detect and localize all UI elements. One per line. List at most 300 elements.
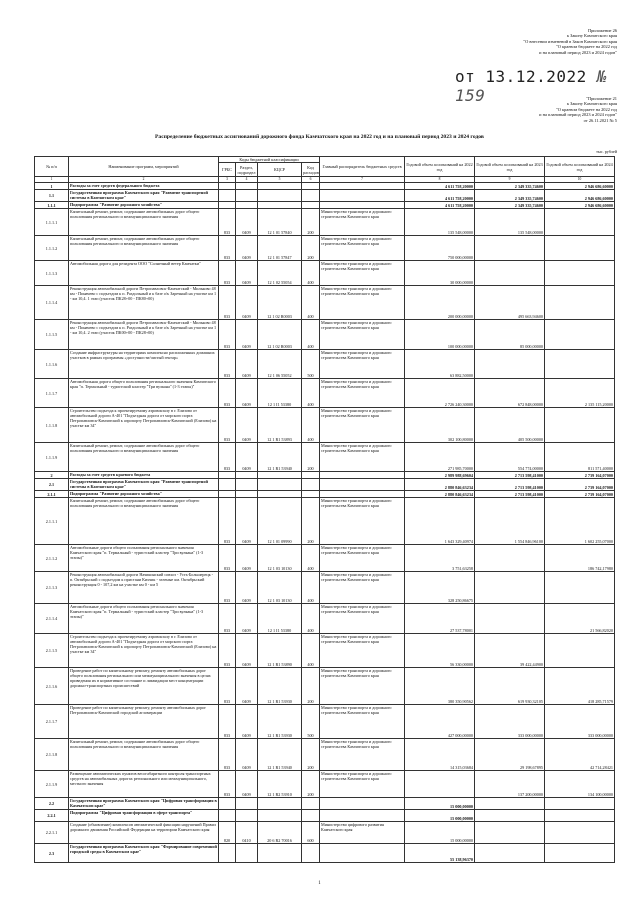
col-codes-header: Коды бюджетной классификации	[219, 157, 320, 163]
units-label: тыс. рублей	[596, 149, 617, 154]
table-row	[35, 202, 615, 209]
row-administrator: Министерство транспорта и дорожного строительства Камчатского края	[320, 668, 405, 705]
row-number: 2.2.1.1	[35, 822, 69, 844]
row-expense-code: 500	[302, 705, 320, 739]
row-amount-2022: 200 000,00000	[405, 286, 475, 320]
row-csr	[258, 810, 302, 822]
row-amount-2024: 2 135 115,20000	[545, 379, 615, 408]
col-name-header: Наименование программ, мероприятий	[69, 157, 219, 177]
col-csr-header: КЦСР	[258, 163, 302, 177]
row-amount-2022: 271 985,70000	[405, 443, 475, 472]
column-index-cell: 7	[320, 177, 405, 183]
row-name: Расходы за счет средств федерального бюджета	[69, 183, 219, 190]
row-section: 0409	[236, 320, 258, 350]
table-row	[35, 810, 615, 822]
row-number: 2.1.1	[35, 491, 69, 498]
header-line: от 26.11.2021 № 5	[583, 117, 617, 123]
row-grbs: 833	[219, 261, 236, 286]
row-number: 1.1.1.4	[35, 286, 69, 320]
row-number: 2.3	[35, 844, 69, 863]
row-administrator	[320, 472, 405, 479]
row-amount-2022: 15 000,00000	[405, 822, 475, 844]
row-administrator: Министерство транспорта и дорожного строительства Камчатского края	[320, 408, 405, 443]
row-grbs: 833	[219, 739, 236, 771]
row-administrator	[320, 183, 405, 190]
row-grbs: 833	[219, 286, 236, 320]
row-expense-code	[302, 844, 320, 863]
row-grbs: 820	[219, 822, 236, 844]
row-expense-code: 400	[302, 604, 320, 634]
row-administrator	[320, 798, 405, 810]
row-amount-2023: 2 349 335,74600	[475, 202, 545, 209]
table-row	[35, 479, 615, 491]
row-grbs: 833	[219, 236, 236, 261]
row-expense-code: 400	[302, 286, 320, 320]
row-number: 2.1.1.8	[35, 739, 69, 771]
row-expense-code: 400	[302, 320, 320, 350]
row-amount-2024	[545, 408, 615, 443]
row-name: Государственная программа Камчатского края "Развитие транспортной системы в Камчатском крае"	[69, 479, 219, 491]
row-expense-code: 400	[302, 261, 320, 286]
row-amount-2023: 1 554 846,96100	[475, 498, 545, 545]
row-amount-2024	[545, 209, 615, 236]
table-row	[35, 844, 615, 863]
row-amount-2022: 302 100,80000	[405, 408, 475, 443]
stamp-number: № 159	[455, 67, 608, 105]
row-amount-2024: 21 566,82020	[545, 604, 615, 634]
row-section	[236, 810, 258, 822]
row-number: 1.1.1.2	[35, 236, 69, 261]
row-csr	[258, 472, 302, 479]
header-line: "О внесении изменений в Закон Камчатского края	[523, 38, 617, 44]
row-amount-2023: 39 422,44900	[475, 634, 545, 668]
row-name: Капитальный ремонт, ремонт, содержание автомобильных дорог общего пользования регионального и межмуниципального значения	[69, 498, 219, 545]
row-csr: 12 1 R1 53930	[258, 705, 302, 739]
row-section	[236, 491, 258, 498]
row-amount-2022: 4 611 758,20000	[405, 183, 475, 190]
row-name: Размещение автоматических пунктов весогабаритного контроля транспортных средств на автомобильных дорогах регионального или межмуниципального, местного значения	[69, 771, 219, 798]
row-amount-2023	[475, 822, 545, 844]
row-csr: 12 1 02 55054	[258, 261, 302, 286]
appendix-header-previous	[539, 96, 617, 123]
row-administrator	[320, 202, 405, 209]
row-expense-code	[302, 479, 320, 491]
row-grbs: 833	[219, 634, 236, 668]
row-csr: 12 1 R1 53940	[258, 443, 302, 472]
row-amount-2023: 619 930,32105	[475, 668, 545, 705]
row-amount-2023: 137 200,00000	[475, 771, 545, 798]
row-section: 0409	[236, 739, 258, 771]
row-number: 2.1.1.7	[35, 705, 69, 739]
row-administrator: Министерство транспорта и дорожного строительства Камчатского края	[320, 209, 405, 236]
row-name: Автомобильные дороги общего пользования регионального значения Камчатского края "п. Термальный - туристский кластер "Три вулкана" (1-3 этапы)"	[69, 545, 219, 572]
row-amount-2023	[475, 350, 545, 379]
row-expense-code: 200	[302, 498, 320, 545]
row-grbs	[219, 491, 236, 498]
row-section	[236, 202, 258, 209]
row-name: Строительство подъезда к проектируемому аэровокзалу в г. Елизово от автомобильной дороги А-401 "Подъездная дорога от морского порта Петропавловск-Камчатский к аэропорту Петропавловск-Камчатский (Елизово) на участке км 34"	[69, 634, 219, 668]
header-line: Приложение 26	[587, 28, 617, 33]
col-num-header: № п/п	[35, 157, 69, 177]
row-number: 2.2.1	[35, 810, 69, 822]
row-amount-2023	[475, 604, 545, 634]
row-administrator: Министерство транспорта и дорожного строительства Камчатского края	[320, 320, 405, 350]
row-amount-2024: 1 602 255,07000	[545, 498, 615, 545]
row-amount-2022: 63 882,50000	[405, 350, 475, 379]
row-grbs: 833	[219, 572, 236, 604]
row-number: 1.1.1.7	[35, 379, 69, 408]
row-section	[236, 844, 258, 863]
table-row	[35, 822, 615, 844]
table-row	[35, 739, 615, 771]
row-amount-2024: 418 285,71579	[545, 668, 615, 705]
row-section: 0409	[236, 350, 258, 379]
row-administrator: Министерство транспорта и дорожного строительства Камчатского края	[320, 634, 405, 668]
col-vr-header: Код расходов	[303, 164, 319, 175]
row-amount-2024	[545, 798, 615, 810]
row-amount-2022: 328 250,86675	[405, 572, 475, 604]
row-grbs	[219, 479, 236, 491]
row-section: 0409	[236, 498, 258, 545]
row-grbs	[219, 844, 236, 863]
row-csr: 12 1 R1 53893	[258, 408, 302, 443]
row-name: Капитальный ремонт, ремонт, содержание автомобильных дорог общего пользования регионального и межмуниципального значения	[69, 739, 219, 771]
row-expense-code: 200	[302, 443, 320, 472]
col-admin-header: Главный распорядитель бюджетных средств	[320, 157, 405, 177]
row-section: 0409	[236, 545, 258, 572]
row-number: 1.1.1.5	[35, 320, 69, 350]
row-grbs: 833	[219, 705, 236, 739]
table-row	[35, 183, 615, 190]
row-csr: 12 1 I1 53380	[258, 379, 302, 408]
row-grbs: 833	[219, 320, 236, 350]
row-section: 0409	[236, 634, 258, 668]
row-number: 2.1.1.2	[35, 545, 69, 572]
row-amount-2024	[545, 844, 615, 863]
row-grbs	[219, 190, 236, 202]
row-section: 0409	[236, 668, 258, 705]
row-amount-2022: 30 000,00000	[405, 261, 475, 286]
row-csr: 12 1 02 R0003	[258, 320, 302, 350]
row-amount-2024: 134 100,00000	[545, 771, 615, 798]
row-administrator: Министерство транспорта и дорожного строительства Камчатского края	[320, 545, 405, 572]
row-number: 2.1.1.3	[35, 572, 69, 604]
row-amount-2023	[475, 261, 545, 286]
row-section	[236, 183, 258, 190]
row-administrator: Министерство транспорта и дорожного строительства Камчатского края	[320, 350, 405, 379]
row-amount-2023	[475, 810, 545, 822]
row-amount-2023: 672 848,00000	[475, 379, 545, 408]
column-index-cell: 5	[258, 177, 302, 183]
row-grbs: 833	[219, 408, 236, 443]
row-administrator	[320, 810, 405, 822]
row-amount-2022: 2 880 846,63234	[405, 479, 475, 491]
table-row	[35, 472, 615, 479]
row-expense-code: 200	[302, 668, 320, 705]
appendix-header	[523, 28, 617, 55]
row-name: Капитальный ремонт, ремонт, содержание автомобильных дорог общего пользования регионального и межмуниципального значения	[69, 236, 219, 261]
row-amount-2024: 2 946 686,60000	[545, 202, 615, 209]
row-administrator: Министерство транспорта и дорожного строительства Камчатского края	[320, 705, 405, 739]
document-title: Распределение бюджетных ассигнований дорожного фонда Камчатского края на 2022 год и на плановый период 2023 и 2024 годов	[155, 134, 484, 140]
row-section: 0409	[236, 771, 258, 798]
column-index-cell: 10	[545, 177, 615, 183]
row-amount-2022: 427 000,00000	[405, 705, 475, 739]
row-number: 2.1.1.9	[35, 771, 69, 798]
row-amount-2023: 2 349 335,74600	[475, 183, 545, 190]
header-line: и на плановый период 2023 и 2024 годов"	[539, 112, 617, 118]
row-name: Подпрограмма "Цифровая трансформация в сфере транспорта"	[69, 810, 219, 822]
row-csr	[258, 183, 302, 190]
header-line: и на плановый период 2023 и 2024 годов"	[539, 49, 617, 55]
row-amount-2022	[405, 771, 475, 798]
row-administrator: Министерство транспорта и дорожного строительства Камчатского края	[320, 443, 405, 472]
row-amount-2022: 55 138,96370	[405, 844, 475, 863]
row-name: Подпрограмма "Развитие дорожного хозяйства"	[69, 491, 219, 498]
row-amount-2022: 15 000,00000	[405, 798, 475, 810]
row-amount-2022: 14 315,03684	[405, 739, 475, 771]
budget-table	[34, 156, 615, 863]
table-row	[35, 668, 615, 705]
column-index-cell: 4	[236, 177, 258, 183]
row-administrator: Министерство транспорта и дорожного строительства Камчатского края	[320, 236, 405, 261]
row-section: 0409	[236, 379, 258, 408]
row-expense-code: 400	[302, 379, 320, 408]
row-amount-2022: 4 611 758,20000	[405, 202, 475, 209]
row-amount-2024: 811 571,40000	[545, 443, 615, 472]
row-expense-code: 200	[302, 236, 320, 261]
row-amount-2022: 135 548,00000	[405, 209, 475, 236]
row-administrator	[320, 844, 405, 863]
row-amount-2023: 2 713 598,41000	[475, 491, 545, 498]
row-expense-code	[302, 183, 320, 190]
row-expense-code: 400	[302, 572, 320, 604]
page-number: 1	[318, 881, 321, 886]
row-number: 2.1.1.5	[35, 634, 69, 668]
row-csr	[258, 190, 302, 202]
row-amount-2023	[475, 236, 545, 261]
row-grbs: 833	[219, 443, 236, 472]
row-amount-2022: 1 643 329,40974	[405, 498, 475, 545]
row-expense-code: 400	[302, 634, 320, 668]
table-row	[35, 190, 615, 202]
row-grbs	[219, 810, 236, 822]
row-amount-2024	[545, 350, 615, 379]
row-amount-2022: 56 330,00000	[405, 634, 475, 668]
row-csr	[258, 479, 302, 491]
row-amount-2024	[545, 810, 615, 822]
row-expense-code: 200	[302, 209, 320, 236]
col-2023-header: Годовой объем ассигнований на 2023 год	[475, 157, 545, 177]
table-row	[35, 236, 615, 261]
table-row	[35, 798, 615, 810]
row-amount-2023	[475, 844, 545, 863]
row-administrator	[320, 190, 405, 202]
row-amount-2024	[545, 572, 615, 604]
row-grbs	[219, 472, 236, 479]
row-number: 1.1.1.6	[35, 350, 69, 379]
table-row	[35, 320, 615, 350]
row-amount-2024: 2 739 164,07000	[545, 491, 615, 498]
header-line: "О краевом бюджете на 2022 год	[555, 44, 617, 50]
row-expense-code: 500	[302, 350, 320, 379]
table-row	[35, 379, 615, 408]
col-rzpr-header: Раздел, подраздел	[236, 163, 258, 177]
table-row	[35, 634, 615, 668]
row-name: Расходы за счет средств краевого бюджета	[69, 472, 219, 479]
row-csr	[258, 844, 302, 863]
row-administrator	[320, 491, 405, 498]
row-amount-2022: 27 537,78001	[405, 604, 475, 634]
row-grbs	[219, 202, 236, 209]
row-administrator: Министерство цифрового развития Камчатского края	[320, 822, 405, 844]
row-number: 1.1.1.9	[35, 443, 69, 472]
row-section: 0409	[236, 236, 258, 261]
row-number: 2.1.1.4	[35, 604, 69, 634]
row-expense-code	[302, 810, 320, 822]
table-row	[35, 261, 615, 286]
row-name: Государственная программа Камчатского края "Формирование современной городской среды в Камчатском крае"	[69, 844, 219, 863]
row-csr: 20 6 R2 70016	[258, 822, 302, 844]
row-section: 0409	[236, 604, 258, 634]
row-administrator: Министерство транспорта и дорожного строительства Камчатского края	[320, 739, 405, 771]
row-amount-2023: 85 000,00000	[475, 320, 545, 350]
row-amount-2022: 2 989 988,69604	[405, 472, 475, 479]
row-amount-2022: 15 000,00000	[405, 810, 475, 822]
row-section: 0409	[236, 261, 258, 286]
row-grbs: 833	[219, 209, 236, 236]
row-number: 2	[35, 472, 69, 479]
row-amount-2024: 2 739 164,07000	[545, 479, 615, 491]
row-number: 2.1	[35, 479, 69, 491]
row-grbs: 833	[219, 771, 236, 798]
row-expense-code: 200	[302, 739, 320, 771]
row-number: 1	[35, 183, 69, 190]
row-amount-2023: 495 663,94600	[475, 286, 545, 320]
row-administrator: Министерство транспорта и дорожного строительства Камчатского края	[320, 572, 405, 604]
row-name: Создание инфраструктуры на территориях комплексно распложенных домашних участков в рамках программы «доступности/чистый гектар»	[69, 350, 219, 379]
row-amount-2024: 2 946 686,60000	[545, 190, 615, 202]
row-expense-code	[302, 472, 320, 479]
row-amount-2024	[545, 261, 615, 286]
row-name: Капитальный ремонт, ремонт, содержание автомобильных дорог общего пользования регионального и межмуниципального значения	[69, 209, 219, 236]
table-row	[35, 350, 615, 379]
row-section	[236, 798, 258, 810]
table-row	[35, 491, 615, 498]
row-csr: 12 1 R1 53930	[258, 668, 302, 705]
row-csr: 12 1 R2 53910	[258, 771, 302, 798]
header-line: "О краевом бюджете на 2022 год	[555, 106, 617, 112]
row-expense-code: 400	[302, 545, 320, 572]
table-row	[35, 408, 615, 443]
row-grbs: 833	[219, 545, 236, 572]
row-administrator: Министерство транспорта и дорожного строительства Камчатского края	[320, 379, 405, 408]
stamp-prefix: от	[455, 67, 476, 86]
row-name: Реконструкция автомобильной дороги Петропавловск-Камчатский - Мильково 48 км - Пиначево с подъездом к п. Раздольный и к базе о/ъ Заречный на участке км 1 - км 10,4. 2 этап (участок ПК00+00 - ПК28+00)	[69, 320, 219, 350]
table-row	[35, 443, 615, 472]
row-number: 2.1.1.1	[35, 498, 69, 545]
row-section	[236, 472, 258, 479]
row-amount-2024	[545, 236, 615, 261]
header-line: к Закону Камчатского края	[566, 33, 617, 39]
row-amount-2024: 2 739 164,07000	[545, 472, 615, 479]
row-grbs	[219, 183, 236, 190]
row-section	[236, 479, 258, 491]
column-index-cell: 3	[219, 177, 236, 183]
row-amount-2023: 333 000,00000	[475, 705, 545, 739]
row-expense-code	[302, 190, 320, 202]
column-index-cell: 8	[405, 177, 475, 183]
row-grbs: 833	[219, 379, 236, 408]
row-amount-2023: 554 774,00000	[475, 443, 545, 472]
row-amount-2022: 2 880 846,63234	[405, 491, 475, 498]
row-amount-2023	[475, 798, 545, 810]
row-csr	[258, 202, 302, 209]
row-section: 0409	[236, 408, 258, 443]
row-number: 1.1	[35, 190, 69, 202]
row-number: 1.1.1.3	[35, 261, 69, 286]
table-row	[35, 572, 615, 604]
row-amount-2022: 4 611 758,20000	[405, 190, 475, 202]
row-administrator	[320, 479, 405, 491]
row-amount-2024	[545, 822, 615, 844]
row-section: 0409	[236, 209, 258, 236]
table-row	[35, 604, 615, 634]
row-name: Автомобильная дорога для резидента ООО "Солнечный ветер Камчатки"	[69, 261, 219, 286]
column-index-cell: 6	[302, 177, 320, 183]
col-grbs-header: ГРБС	[219, 163, 236, 177]
row-amount-2023: 29 198,67895	[475, 739, 545, 771]
row-administrator: Министерство транспорта и дорожного строительства Камчатского края	[320, 261, 405, 286]
row-expense-code	[302, 491, 320, 498]
row-grbs: 833	[219, 498, 236, 545]
row-grbs: 833	[219, 668, 236, 705]
row-name: Подпрограмма "Развитие дорожного хозяйства"	[69, 202, 219, 209]
row-grbs: 833	[219, 604, 236, 634]
row-csr: 12 1 03 10130	[258, 545, 302, 572]
row-number: 2.2	[35, 798, 69, 810]
row-expense-code: 600	[302, 822, 320, 844]
row-name: Реконструкция автомобильной дороги Начикинский совхоз - Усть-Большерецк - п. Октябрьский с подъездом к пристани Кихчик - зеленые км. Октябрьский реконструкция 0 - 107,2 км на участке км 0 - км 5	[69, 572, 219, 604]
col-2022-header: Годовой объем ассигнований на 2022 год	[405, 157, 475, 177]
row-csr: 12 1 R1 53890	[258, 634, 302, 668]
row-section: 0409	[236, 572, 258, 604]
row-csr: 12 1 R1 53940	[258, 739, 302, 771]
row-name: Проведение работ по капитальному ремонту, ремонту автомобильных дорог общего пользования регионального или межмуниципального значения в целях приведения их в нормативное состояние и ликвидации мест концентрации дорожно-транспортных происшествий	[69, 668, 219, 705]
column-index-cell: 2	[69, 177, 219, 183]
table-row	[35, 705, 615, 739]
row-section: 0409	[236, 286, 258, 320]
row-amount-2024: 333 000,00000	[545, 705, 615, 739]
row-section: 0409	[236, 443, 258, 472]
row-administrator: Министерство транспорта и дорожного строительства Камчатского края	[320, 771, 405, 798]
row-name: Капитальный ремонт, ремонт, содержание автомобильных дорог общего пользования регионального и межмуниципального значения	[69, 443, 219, 472]
table-row	[35, 771, 615, 798]
col-2024-header: Годовой объем ассигнований на 2024 год	[545, 157, 615, 177]
row-section: 0409	[236, 705, 258, 739]
row-csr: 12 1 01 57847	[258, 236, 302, 261]
row-name: Государственная программа Камчатского края "Цифровая трансформация в Камчатском крае"	[70, 798, 217, 808]
row-expense-code: 400	[302, 408, 320, 443]
table-row	[35, 545, 615, 572]
row-amount-2022: 2 726 240,30000	[405, 379, 475, 408]
row-expense-code: 200	[302, 771, 320, 798]
row-amount-2024	[545, 320, 615, 350]
row-amount-2024: 42 714,28421	[545, 739, 615, 771]
row-amount-2023	[475, 572, 545, 604]
row-amount-2023: 135 548,00000	[475, 209, 545, 236]
table-row	[35, 286, 615, 320]
